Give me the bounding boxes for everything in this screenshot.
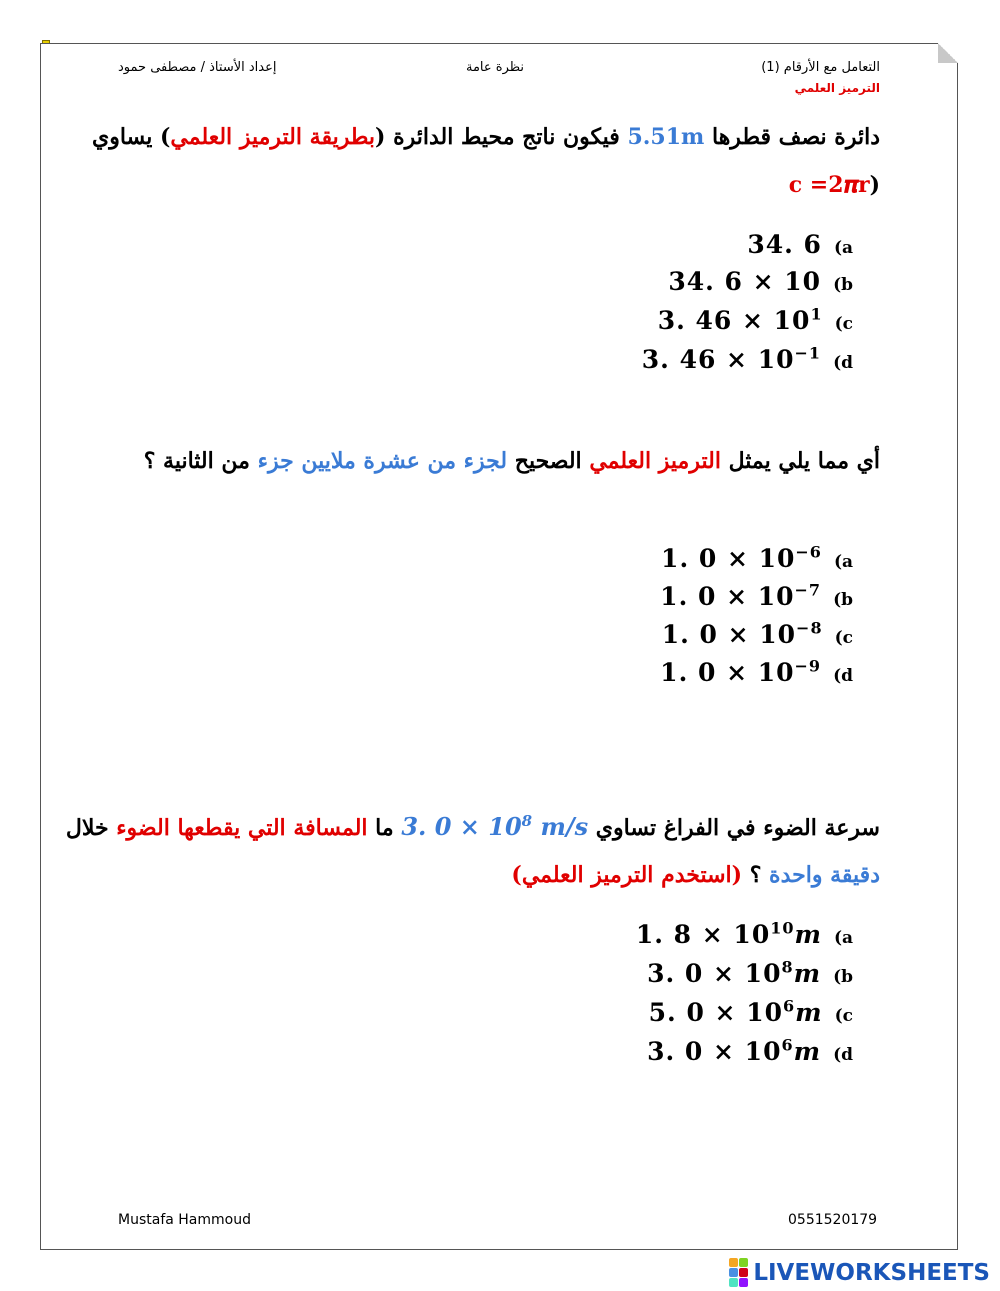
q3-option-d-label: (d bbox=[833, 1045, 853, 1065]
q3-option-c-unit: m bbox=[795, 998, 823, 1027]
question-1-formula-line bbox=[789, 172, 880, 198]
q1-option-b-value: 34. 6 × 10 bbox=[668, 267, 822, 296]
q2-option-d-label: (d bbox=[833, 666, 853, 686]
q1-radius: 5.51m bbox=[627, 124, 705, 150]
header-subtitle: الترميز العلمي bbox=[794, 81, 880, 95]
q1-part-1: دائرة نصف قطرها bbox=[704, 124, 880, 150]
q2-part-5: من الثانية ؟ bbox=[143, 448, 258, 474]
q3-speed-exp: 8 bbox=[521, 812, 533, 830]
q3-option-b-unit: m bbox=[793, 959, 822, 988]
folded-corner bbox=[938, 43, 958, 63]
q2-option-a[interactable] bbox=[661, 544, 853, 573]
q3-option-a-value: 1. 8 × 10 bbox=[635, 920, 771, 949]
q2-option-c-value: 1. 0 × 10 bbox=[661, 620, 797, 649]
q3-option-a-exp: 10 bbox=[770, 918, 795, 938]
q3-option-a-label: (a bbox=[833, 928, 853, 948]
q2-option-d-exp: −9 bbox=[794, 656, 822, 676]
q3-option-b[interactable] bbox=[647, 959, 853, 988]
q2-fraction: لجزء من عشرة ملايين جزء bbox=[257, 448, 508, 474]
q2-option-d[interactable] bbox=[660, 658, 853, 687]
q1-option-a[interactable] bbox=[747, 230, 853, 259]
header-author: إعداد الأستاذ / مصطفى حمود bbox=[118, 60, 277, 75]
q3-instruction: (استخدم الترميز العلمي) bbox=[511, 862, 743, 888]
q1-part-3: فيكون ناتج محيط الدائرة ( bbox=[375, 124, 628, 150]
q1-option-d[interactable] bbox=[642, 345, 853, 374]
q1-formula: c =2𝝅r bbox=[788, 172, 870, 198]
q3-duration: دقيقة واحدة bbox=[769, 862, 880, 888]
q2-option-c-exp: −8 bbox=[796, 618, 823, 638]
q1-option-c-exp: 1 bbox=[810, 304, 823, 324]
q3-option-b-exp: 8 bbox=[781, 957, 794, 977]
question-1-text bbox=[92, 124, 880, 150]
question-3-text bbox=[66, 812, 880, 841]
q3-option-d-exp: 6 bbox=[781, 1035, 794, 1055]
header-center: نظرة عامة bbox=[466, 60, 525, 75]
q3-speed-unit: m/s bbox=[532, 812, 589, 841]
q1-option-d-label: (d bbox=[833, 353, 853, 373]
q2-option-a-exp: −6 bbox=[795, 542, 822, 562]
q3-option-a[interactable] bbox=[636, 920, 853, 949]
liveworksheets-text: LIVEWORKSHEETS bbox=[753, 1259, 990, 1286]
q1-formula-open: ( bbox=[869, 172, 880, 198]
q3-part-6: ؟ bbox=[742, 862, 770, 888]
q3-option-d-unit: m bbox=[793, 1037, 822, 1066]
q2-option-a-label: (a bbox=[833, 552, 853, 572]
q2-part-1: أي مما يلي يمثل bbox=[720, 448, 880, 474]
q1-option-a-value: 34. 6 bbox=[747, 230, 822, 259]
q2-option-c[interactable] bbox=[662, 620, 853, 649]
q2-option-b[interactable] bbox=[660, 582, 853, 611]
q2-option-b-value: 1. 0 × 10 bbox=[660, 582, 795, 611]
q1-option-b-label: (b bbox=[833, 275, 853, 295]
q3-part-2: ما bbox=[367, 815, 402, 841]
q2-option-b-label: (b bbox=[833, 590, 853, 610]
q3-option-c-label: (c bbox=[834, 1006, 853, 1026]
q1-option-d-exp: −1 bbox=[794, 343, 822, 363]
q3-option-c-value: 5. 0 × 10 bbox=[648, 998, 783, 1027]
q2-option-d-value: 1. 0 × 10 bbox=[660, 658, 795, 687]
q3-option-d[interactable] bbox=[647, 1037, 853, 1066]
liveworksheets-logo-icon bbox=[729, 1258, 748, 1287]
q3-option-c-exp: 6 bbox=[783, 996, 796, 1016]
q1-method: بطريقة الترميز العلمي bbox=[170, 124, 376, 150]
question-2-text bbox=[144, 448, 880, 474]
q1-option-c-label: (c bbox=[834, 314, 853, 334]
liveworksheets-brand[interactable] bbox=[729, 1258, 990, 1287]
header-title: التعامل مع الأرقام (1) bbox=[761, 60, 880, 75]
q3-option-b-label: (b bbox=[833, 967, 853, 987]
q3-distance: المسافة التي يقطعها الضوء bbox=[116, 815, 368, 841]
q1-option-d-value: 3. 46 × 10 bbox=[641, 345, 795, 374]
q2-part-3: الصحيح bbox=[507, 448, 590, 474]
q1-option-c[interactable] bbox=[658, 306, 853, 335]
q3-option-b-value: 3. 0 × 10 bbox=[647, 959, 782, 988]
q1-option-a-label: (a bbox=[833, 238, 853, 258]
q3-option-a-unit: m bbox=[794, 920, 822, 949]
footer-phone: 0551520179 bbox=[788, 1212, 878, 1228]
q1-part-5: ) يساوي bbox=[92, 124, 171, 150]
q1-option-b[interactable] bbox=[668, 267, 853, 296]
q3-speed bbox=[401, 812, 588, 841]
q2-term: الترميز العلمي bbox=[589, 448, 721, 474]
q3-option-c[interactable] bbox=[649, 998, 853, 1027]
q3-option-d-value: 3. 0 × 10 bbox=[647, 1037, 782, 1066]
question-3-line-2 bbox=[511, 862, 880, 888]
q2-option-c-label: (c bbox=[834, 628, 853, 648]
q3-speed-base: 3. 0 × 10 bbox=[401, 812, 522, 841]
q2-option-a-value: 1. 0 × 10 bbox=[661, 544, 796, 573]
footer-name: Mustafa Hammoud bbox=[118, 1212, 251, 1228]
q2-option-b-exp: −7 bbox=[794, 580, 822, 600]
q3-part-1: سرعة الضوء في الفراغ تساوي bbox=[588, 815, 880, 841]
q1-option-c-value: 3. 46 × 10 bbox=[657, 306, 811, 335]
q3-part-4: خلال bbox=[65, 815, 117, 841]
